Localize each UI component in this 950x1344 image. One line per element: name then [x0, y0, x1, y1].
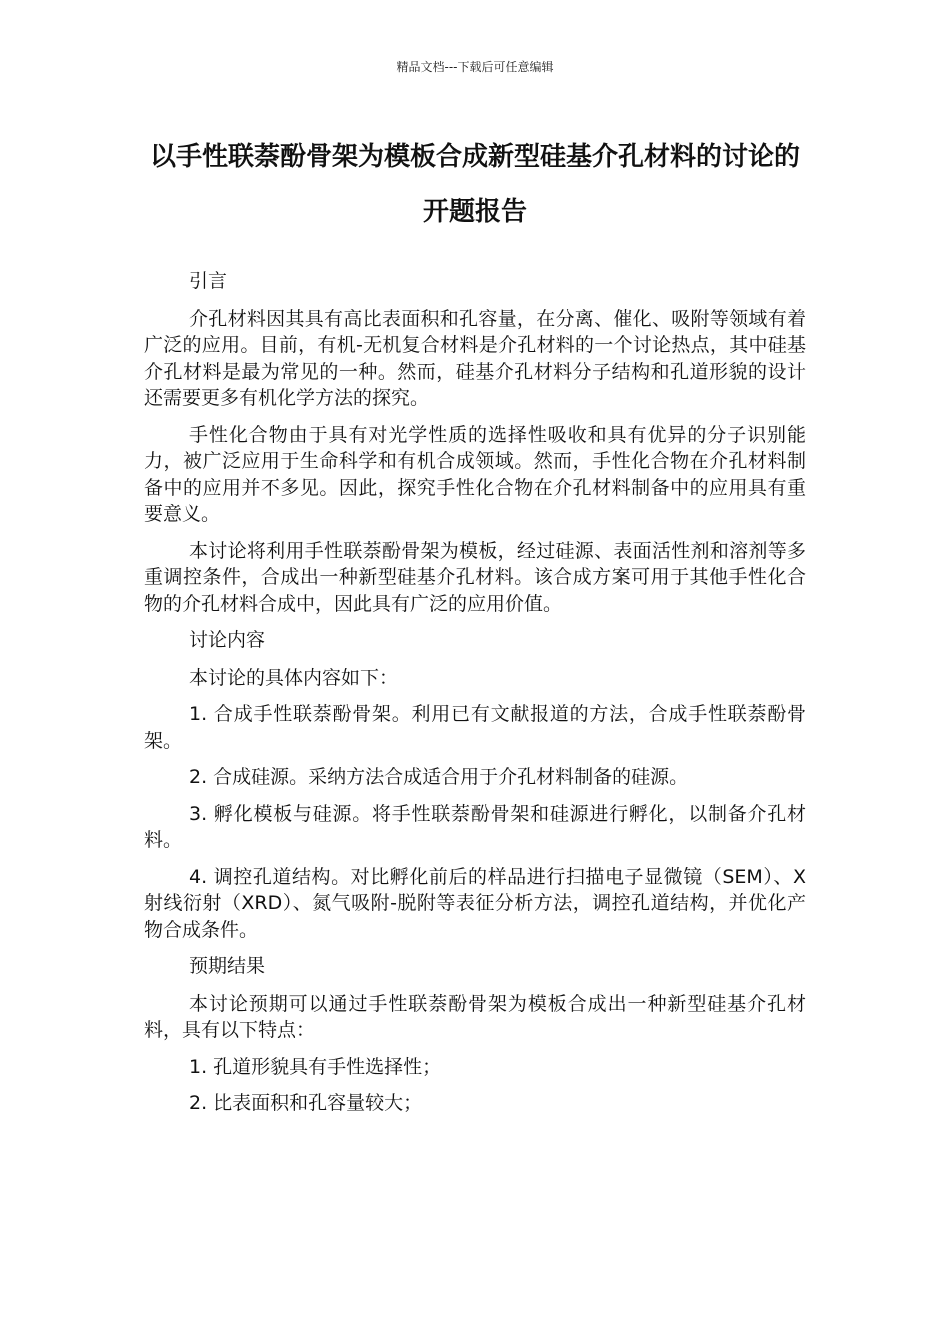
paragraph: 本讨论预期可以通过手性联萘酚骨架为模板合成出一种新型硅基介孔材料，具有以下特点：: [144, 992, 806, 1041]
list-item: 2. 合成硅源。采纳方法合成适合用于介孔材料制备的硅源。: [189, 766, 689, 788]
paragraph: 手性化合物由于具有对光学性质的选择性吸收和具有优异的分子识别能力，被广泛应用于生命科学和有机合成领域。然而，手性化合物在介孔材料制备中的应用并不多见。因此，探究手性化合物在介孔材料制备中的应用具有重要意义。: [144, 423, 806, 525]
paragraph: 介孔材料因其具有高比表面积和孔容量，在分离、催化、吸附等领域有着广泛的应用。目前，有机-无机复合材料是介孔材料的一个讨论热点，其中硅基介孔材料是最为常见的一种。然而，硅基介孔材料分子结构和孔道形貌的设计还需要更多有机化学方法的探究。: [144, 307, 806, 409]
document-body: [144, 268, 806, 1127]
section-heading-results: 预期结果: [189, 955, 266, 977]
document-title: 以手性联萘酚骨架为模板合成新型硅基介孔材料的讨论的开题报告: [149, 142, 800, 227]
list-item: 3. 孵化模板与硅源。将手性联萘酚骨架和硅源进行孵化，以制备介孔材料。: [144, 802, 806, 851]
list-item: 2. 比表面积和孔容量较大；: [189, 1092, 423, 1114]
paragraph: 本讨论将利用手性联萘酚骨架为模板，经过硅源、表面活性剂和溶剂等多重调控条件，合成出一种新型硅基介孔材料。该合成方案可用于其他手性化合物的介孔材料合成中，因此具有广泛的应用价值。: [144, 539, 806, 615]
list-item: 1. 合成手性联萘酚骨架。利用已有文献报道的方法，合成手性联萘酚骨架。: [144, 703, 806, 752]
list-item: 1. 孔道形貌具有手性选择性；: [189, 1055, 442, 1078]
section-heading-content: 讨论内容: [189, 629, 266, 651]
header-note: 精品文档---下载后可任意编辑: [396, 60, 554, 74]
section-heading-intro: 引言: [189, 270, 228, 292]
list-item: 4. 调控孔道结构。对比孵化前后的样品进行扫描电子显微镜（SEM）、X 射线衍射（XRD）、氮气吸附-脱附等表征分析方法，调控孔道结构，并优化产物合成条件。: [144, 865, 806, 941]
paragraph: 本讨论的具体内容如下：: [189, 666, 399, 689]
